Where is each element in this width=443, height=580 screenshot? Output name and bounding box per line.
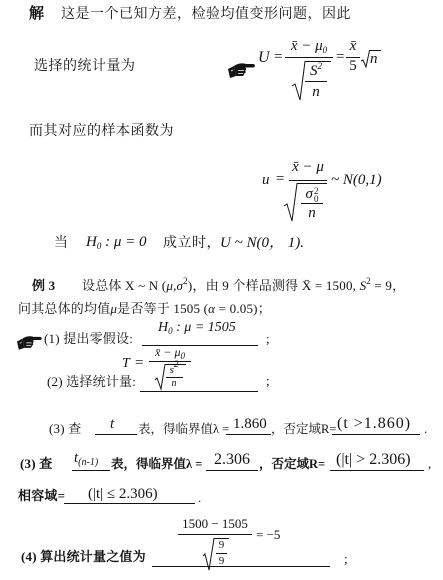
question-text: = 0.05)； [215, 301, 271, 316]
subscript: 0 [180, 351, 185, 361]
rejection-region-answer: (|t| > 2.306) [336, 451, 411, 468]
hypothesis-symbol: H [158, 320, 169, 335]
hypothesis-symbol: H [86, 234, 97, 250]
step3-end: . [424, 421, 428, 436]
numerator-text: x̄ − μ [290, 38, 323, 54]
solution-intro: 这是一个已知方差，检验均值变形问题，因此 [61, 7, 351, 22]
rejection-region-answer: (t >1.860) [337, 415, 412, 432]
example-question [18, 301, 271, 317]
hypothesis [86, 234, 147, 250]
radicand-numerator [304, 63, 328, 79]
radicand-denominator: n [312, 84, 320, 100]
superscript: 2 [313, 186, 319, 196]
superscript: 2 [366, 276, 371, 286]
parameters: μ,σ [166, 278, 184, 293]
superscript: 2 [183, 276, 188, 286]
radicand-numerator [164, 359, 184, 376]
critical-value-answer: 2.306 [214, 451, 250, 468]
distribution-text: U ~ N(0， 1). [220, 235, 304, 251]
critical-value-text: 表，得临界值λ = [138, 422, 230, 436]
distribution-text: ~ N(0,1) [331, 172, 382, 188]
computed-result: = −5 [256, 527, 281, 542]
sigma-symbol: σ [305, 186, 313, 202]
pointing-hand-icon [228, 63, 255, 78]
question-text: 问其总体的均值 [18, 301, 111, 316]
pointing-hand-icon [17, 336, 42, 349]
statement-text: = 9， [370, 278, 406, 293]
step3-label: (3) 查 [49, 421, 82, 436]
equals-sign: = [276, 171, 285, 187]
fraction-numerator [285, 38, 333, 54]
example-statement [82, 278, 405, 294]
step1-end: ; [266, 331, 270, 346]
radicand-denominator: 9 [218, 555, 225, 567]
step4-end: ; [344, 551, 348, 566]
step3-end: , [428, 456, 432, 471]
step4-label: (4) 算出统计量之值为 [21, 549, 146, 564]
critical-value-answer: 1.860 [233, 416, 267, 432]
step1-answer [158, 320, 236, 336]
fraction-numerator: x̄ − μ [292, 159, 324, 175]
condition-holds: 成立时， [163, 236, 221, 251]
superscript: 2 [317, 61, 322, 71]
statistic-label: 选择的统计量为 [34, 59, 136, 74]
radicand: n [370, 51, 378, 67]
question-text: 是否等于 1505 ( [117, 301, 209, 316]
equals-sign: = [274, 49, 283, 65]
variance-symbol: S [359, 278, 367, 293]
fraction-numerator [149, 344, 191, 360]
acceptance-region-label: 相容域= [18, 488, 66, 503]
distribution-answer [74, 450, 98, 466]
subscript: 0 [313, 194, 319, 204]
subscript: 0 [168, 326, 173, 336]
statement-text: 设总体 X ~ N ( [82, 278, 167, 293]
hypothesis-text: : μ = 1505 [172, 320, 236, 335]
fraction-numerator: x̄ [349, 38, 357, 54]
radicand-denominator: n [171, 378, 177, 389]
distribution-symbol: t [74, 450, 79, 466]
variance-symbol: s [169, 364, 174, 376]
statement-text: = 1500, [311, 278, 360, 293]
numerator-text: x̄ − μ [155, 345, 181, 359]
fraction-numerator: 1500 − 1505 [182, 516, 248, 531]
formula-variable: U [258, 49, 270, 66]
equals-sign: = [336, 49, 345, 65]
rejection-region-text: ，否定域R= [259, 457, 326, 471]
condition-when: 当 [54, 236, 69, 251]
alpha-symbol: α [208, 301, 216, 316]
radicand-denominator: n [308, 205, 316, 221]
distribution-answer: t [110, 416, 115, 432]
mu-symbol: μ [110, 301, 118, 316]
superscript: 2 [173, 359, 179, 369]
fraction-denominator: 5 [349, 58, 357, 74]
hypothesis-text: : μ = 0 [101, 234, 147, 250]
sample-function-label: 而其对应的样本函数为 [29, 124, 174, 139]
step2-end: ; [266, 373, 270, 388]
radicand-numerator [299, 186, 325, 203]
subscript: 0 [322, 45, 328, 55]
formula-variable: u [262, 172, 270, 188]
sample-mean: X̄ [301, 278, 312, 293]
subscript: 0 [96, 241, 102, 251]
step2-label: (2) 选择统计量: [47, 374, 137, 389]
sub-superscript [314, 187, 319, 203]
example-label: 例 3 [32, 278, 56, 293]
formula-variable: T [122, 356, 130, 371]
subscript: (n-1) [78, 457, 99, 468]
equals-sign: = [135, 355, 144, 371]
step1-label: (1) 提出零假设: [44, 331, 134, 346]
acceptance-region-end: . [198, 490, 202, 505]
statement-text: )，由 9 个样品测得 [187, 278, 302, 293]
variance-symbol: S [310, 63, 318, 79]
solution-label: 解 [29, 6, 45, 22]
rejection-region-text: ，否定域R= [271, 422, 337, 436]
critical-value-text: 表，得临界值λ = [111, 457, 203, 471]
step3-label: (3) 查 [20, 456, 53, 471]
radicand-numerator: 9 [218, 539, 225, 551]
acceptance-region-answer: (|t| ≤ 2.306) [88, 486, 158, 502]
